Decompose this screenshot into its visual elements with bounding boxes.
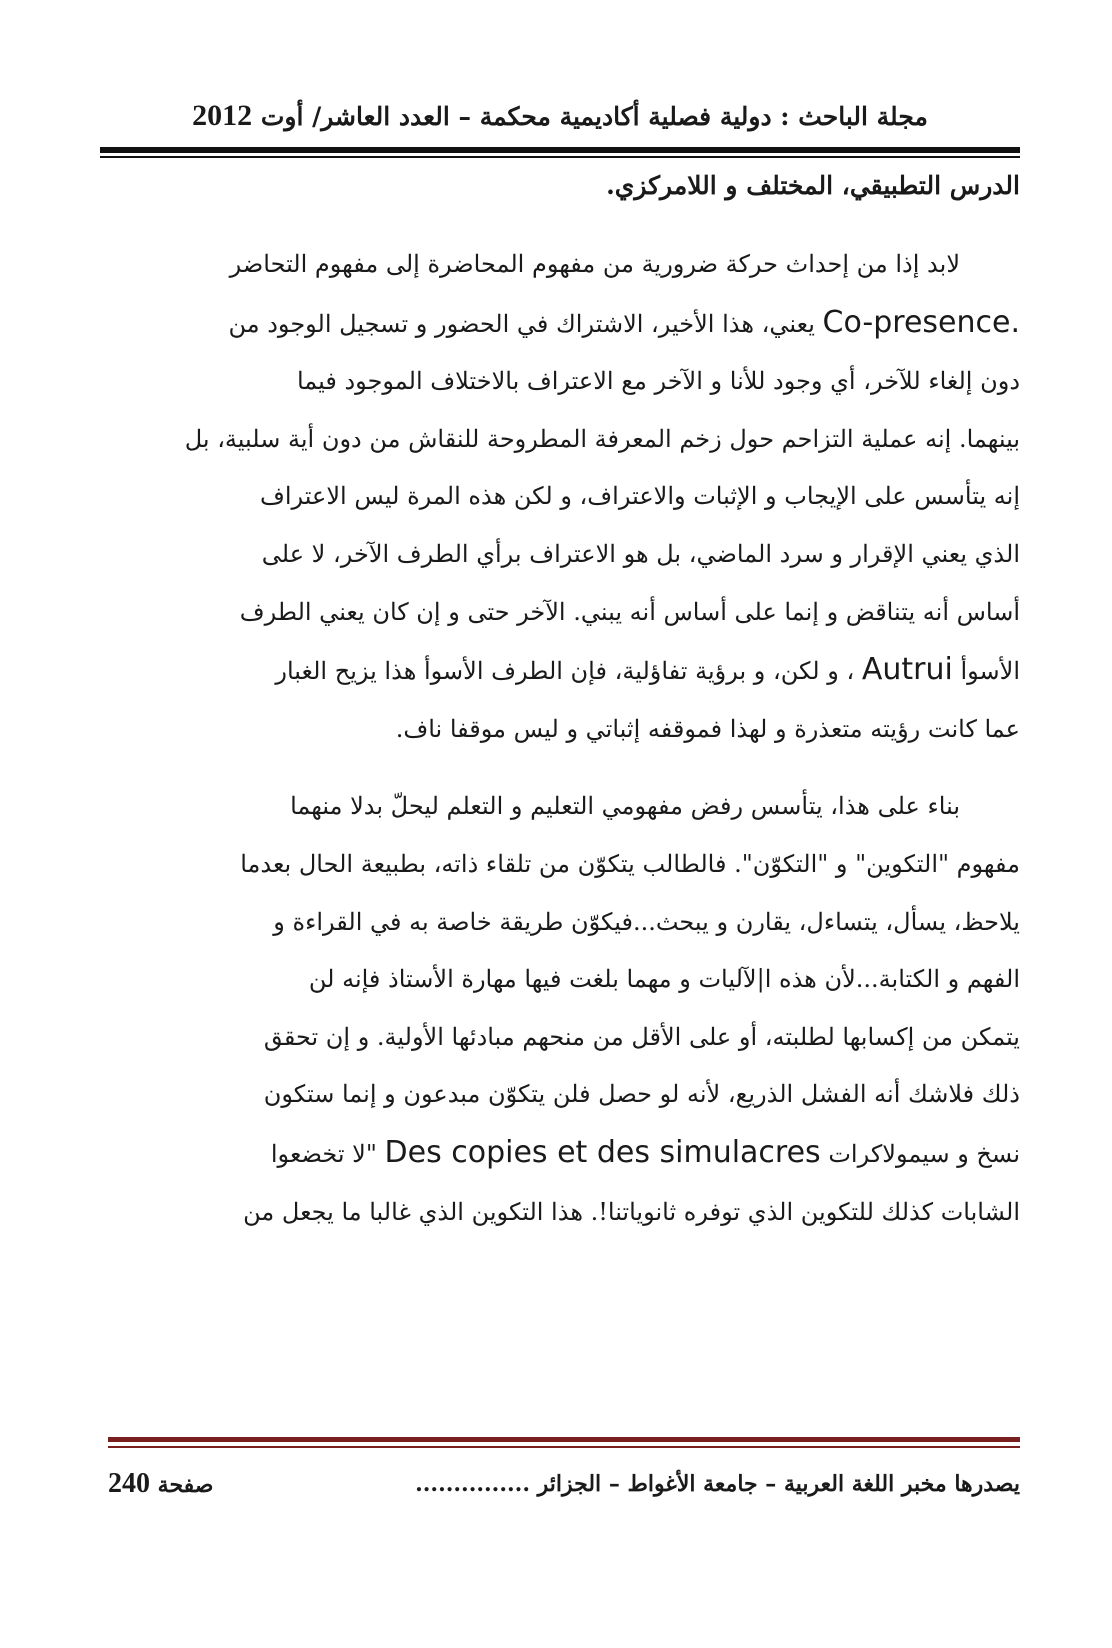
paragraph-1-line: أساس أنه يتناقض و إنما على أساس أنه يبني. الآخر حتى و إن كان يعني الطرف	[239, 597, 1020, 626]
paragraph-2-line: يلاحظ، يسأل، يتساءل، يقارن و يبحث...فيكوّن طريقة خاصة به في القراءة و	[273, 907, 1020, 936]
header-rule-thin	[100, 156, 1020, 158]
paragraph-1-line	[108, 294, 1020, 354]
footer-rule-thin	[108, 1446, 1020, 1448]
term-copies-simulacres: Des copies et des simulacres	[384, 1134, 821, 1170]
running-footer	[108, 1462, 1020, 1506]
page-number	[108, 1462, 213, 1507]
paragraph-2-line-prefix: نسخ و سيمولاكرات	[828, 1139, 1020, 1168]
paragraph-1-line: بينهما. إنه عملية التزاحم حول زخم المعرفة المطروحة للنقاش من دون أية سلبية، بل	[184, 424, 1020, 453]
footer-rule-thick	[108, 1437, 1020, 1442]
paragraph-2-line: يتمكن من إكسابها لطلبته، أو على الأقل من منحهم مبادئها الأولية. و إن تحقق	[263, 1022, 1020, 1051]
issue-year: 2012	[192, 99, 253, 132]
journal-title: مجلة الباحث : دولية فصلية أكاديمية محكمة – العدد العاشر/ أوت	[260, 102, 928, 131]
paragraph-1-line: دون إلغاء للآخر، أي وجود للأنا و الآخر مع الاعتراف بالاختلاف الموجود فيما	[296, 367, 1020, 396]
paragraph-1	[108, 236, 1020, 758]
paragraph-1-line: لابد إذا من إحداث حركة ضرورية من مفهوم المحاضرة إلى مفهوم التحاضر	[229, 250, 960, 278]
paragraph-1-line-prefix: الأسوأ	[960, 657, 1020, 686]
paragraph-1-line	[108, 641, 1020, 701]
paragraph-2-line	[108, 1124, 1020, 1184]
paragraph-1-line: إنه يتأسس على الإيجاب و الإثبات والاعتراف، و لكن هذه المرة ليس الاعتراف	[259, 482, 1020, 511]
paragraph-2-line-text: "لا تخضعوا	[270, 1139, 377, 1168]
paragraph-2-line: الشابات كذلك للتكوين الذي توفره ثانوياتنا!. هذا التكوين الذي غالبا ما يجعل من	[243, 1197, 1020, 1226]
continuation-line: الدرس التطبيقي، المختلف و اللامركزي.	[606, 171, 1020, 200]
paragraph-1-line-text: ، و لكن، و برؤية تفاؤلية، فإن الطرف الأسوأ هذا يزيح الغبار	[275, 657, 855, 686]
paragraph-2-line: ذلك فلاشك أنه الفشل الذريع، لأنه لو حصل فلن يتكوّن مبدعون و إنما ستكون	[263, 1080, 1020, 1109]
article-body	[108, 160, 1020, 1261]
term-autrui: Autrui	[861, 652, 953, 688]
paragraph-1-line: عما كانت رؤيته متعذرة و لهذا فموقفه إثباتي و ليس موقفا ناف.	[395, 714, 1020, 743]
term-copresence: Co-presence.	[822, 304, 1020, 340]
paragraph-1-line-text: يعني، هذا الأخير، الاشتراك في الحضور و تسجيل الوجود من	[228, 309, 815, 338]
paragraph-2-line: الفهم و الكتابة...لأن هذه ا|لآليات و مهما بلغت فيها مهارة الأستاذ فإنه لن	[308, 965, 1020, 994]
page-label: صفحة	[157, 1472, 214, 1498]
paragraph-2-line: بناء على هذا، يتأسس رفض مفهومي التعليم و التعلم ليحلّ بدلا منهما	[290, 792, 960, 821]
paragraph-1-line: الذي يعني الإقرار و سرد الماضي، بل هو الاعتراف برأي الطرف الآخر، لا على	[261, 539, 1020, 568]
page-number-value: 240	[108, 1468, 150, 1499]
publisher-line: يصدرها مخبر اللغة العربية – جامعة الأغواط – الجزائر ...............	[415, 1471, 1020, 1497]
running-header	[100, 92, 1020, 140]
paragraph-2-line: مفهوم "التكوين" و "التكوّن". فالطالب يتكوّن من تلقاء ذاته، بطبيعة الحال بعدما	[240, 849, 1020, 878]
header-rule-thick	[100, 147, 1020, 153]
paragraph-2	[108, 778, 1020, 1241]
